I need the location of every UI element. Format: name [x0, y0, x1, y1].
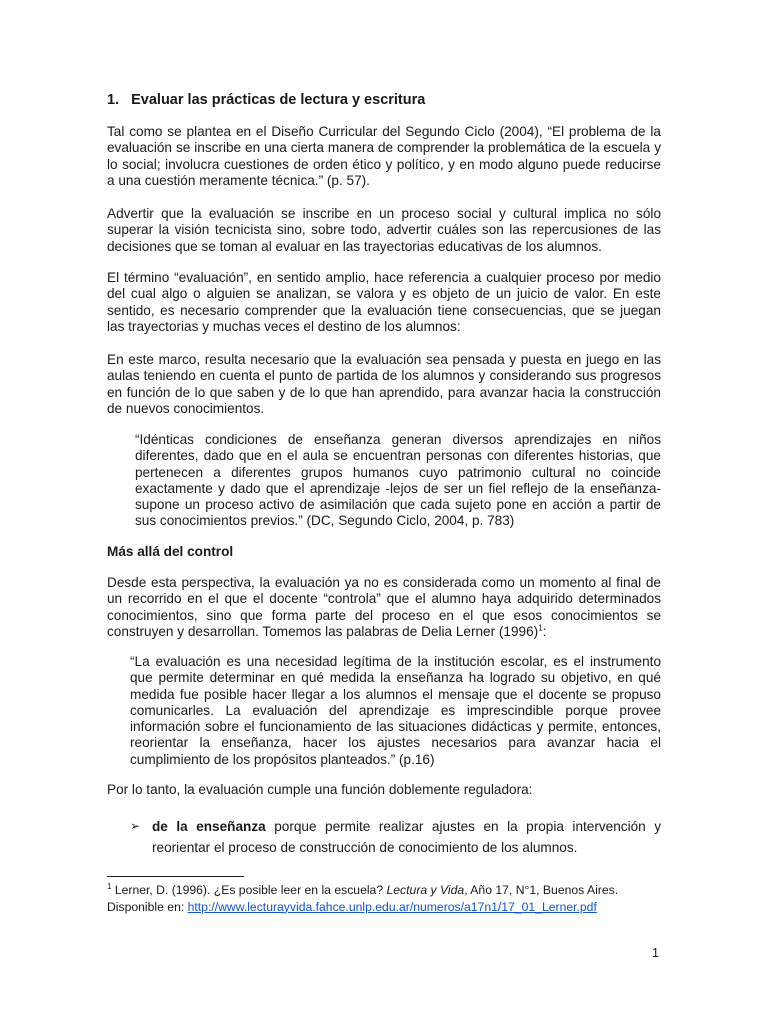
section-number: 1.	[107, 92, 120, 108]
paragraph-control	[107, 575, 661, 640]
footnote-text-after: , Año 17, N°1, Buenos Aires. Disponible en:	[107, 883, 619, 914]
paragraph-intro: Tal como se plantea en el Diseño Curricular del Segundo Ciclo (2004), “El problema de la evaluación se inscribe en una cierta manera de comprender la problemática de la escuela y lo social; involucra cuestiones de orden ético y político, y en modo alguno puede reducirse a una cuestión meramente técnica.” (p. 57).	[107, 124, 661, 188]
section-title: Evaluar las prácticas de lectura y escritura	[131, 92, 426, 108]
footnote-link[interactable]: http://www.lecturayvida.fahce.unlp.edu.ar/numeros/a17n1/17_01_Lerner.pdf	[187, 899, 597, 914]
paragraph-term: El término “evaluación”, en sentido amplio, hace referencia a cualquier proceso por medio del cual algo o alguien se analizan, se valora y es objeto de un juicio de valor. En este sentido, es necesario comprender que la evaluación tiene consecuencias, que se juegan las trayectorias y muchas veces el destino de los alumnos:	[107, 270, 661, 334]
block-quote-dc: “Idénticas condiciones de enseñanza generan diversos aprendizajes en niños diferentes, dado que en el aula se encuentran personas con diferentes historias, que pertenecen a diferentes grupos humanos cuyo patrimonio cultural no coincide exactamente y dado que el aprendizaje -lejos de ser un fiel reflejo de la enseñanza- supone un proceso activo de asimilación que cada sujeto pone en acción a partir de sus conocimientos previos.” (DC, Segundo Ciclo, 2004, p. 783)	[135, 432, 661, 529]
footnote-marker: 1	[107, 881, 112, 891]
footnote	[107, 882, 667, 915]
arrow-bullet-icon: ➢	[130, 819, 141, 833]
bullet-text	[152, 816, 661, 858]
paragraph-framework: En este marco, resulta necesario que la evaluación sea pensada y puesta en juego en las aulas teniendo en cuenta el punto de partida de los alumnos y considerando sus progresos en función de lo que saben y de lo que han aprendido, para avanzar hacia la construcción de nuevos conocimientos.	[107, 352, 661, 416]
footnote-italic: Lectura y Vida	[386, 883, 465, 897]
bullet-item	[130, 816, 661, 858]
subheading: Más allá del control	[107, 544, 234, 559]
footnote-text-before: Lerner, D. (1996). ¿Es posible leer en la escuela?	[111, 883, 387, 897]
paragraph-social: Advertir que la evaluación se inscribe en un proceso social y cultural implica no sólo superar la visión tecnicista sino, sobre todo, advertir cuáles son las repercusiones de las decisiones que se toman al evaluar en las trayectorias educativas de los alumnos.	[107, 206, 661, 254]
page-number: 1	[652, 946, 659, 960]
section-heading	[107, 92, 425, 108]
footnote-divider	[107, 876, 244, 877]
paragraph-control-text: Desde esta perspectiva, la evaluación ya no es considerada como un momento al final de un recorrido en el que el docente “controla” que el alumno haya adquirido determinados conocimientos, sino que forma parte del proceso en el que esos conocimientos se construyen y desarrollan. Tomemos las palabras de Delia Lerner (1996)	[107, 575, 661, 639]
bullet-rest: porque permite realizar ajustes en la propia intervención y reorientar el proceso de construcción de conocimiento de los alumnos.	[152, 819, 662, 855]
block-quote-lerner: “La evaluación es una necesidad legítima de la institución escolar, es el instrumento que permite determinar en qué medida la enseñanza ha logrado su objetivo, en qué medida fue posible hacer llegar a los alumnos el mensaje que el docente se propuso comunicarles. La evaluación del aprendizaje es imprescindible porque provee información sobre el funcionamiento de las situaciones didácticas y permite, entonces, reorientar la enseñanza, hacer los ajustes necesarios para avanzar hacia el cumplimiento de los propósitos planteados.” (p.16)	[130, 654, 661, 767]
footnote-reference: 1	[538, 623, 543, 633]
paragraph-function: Por lo tanto, la evaluación cumple una función doblemente reguladora:	[107, 782, 533, 797]
paragraph-control-end: :	[542, 623, 547, 639]
bullet-bold: de la enseñanza	[152, 819, 266, 834]
